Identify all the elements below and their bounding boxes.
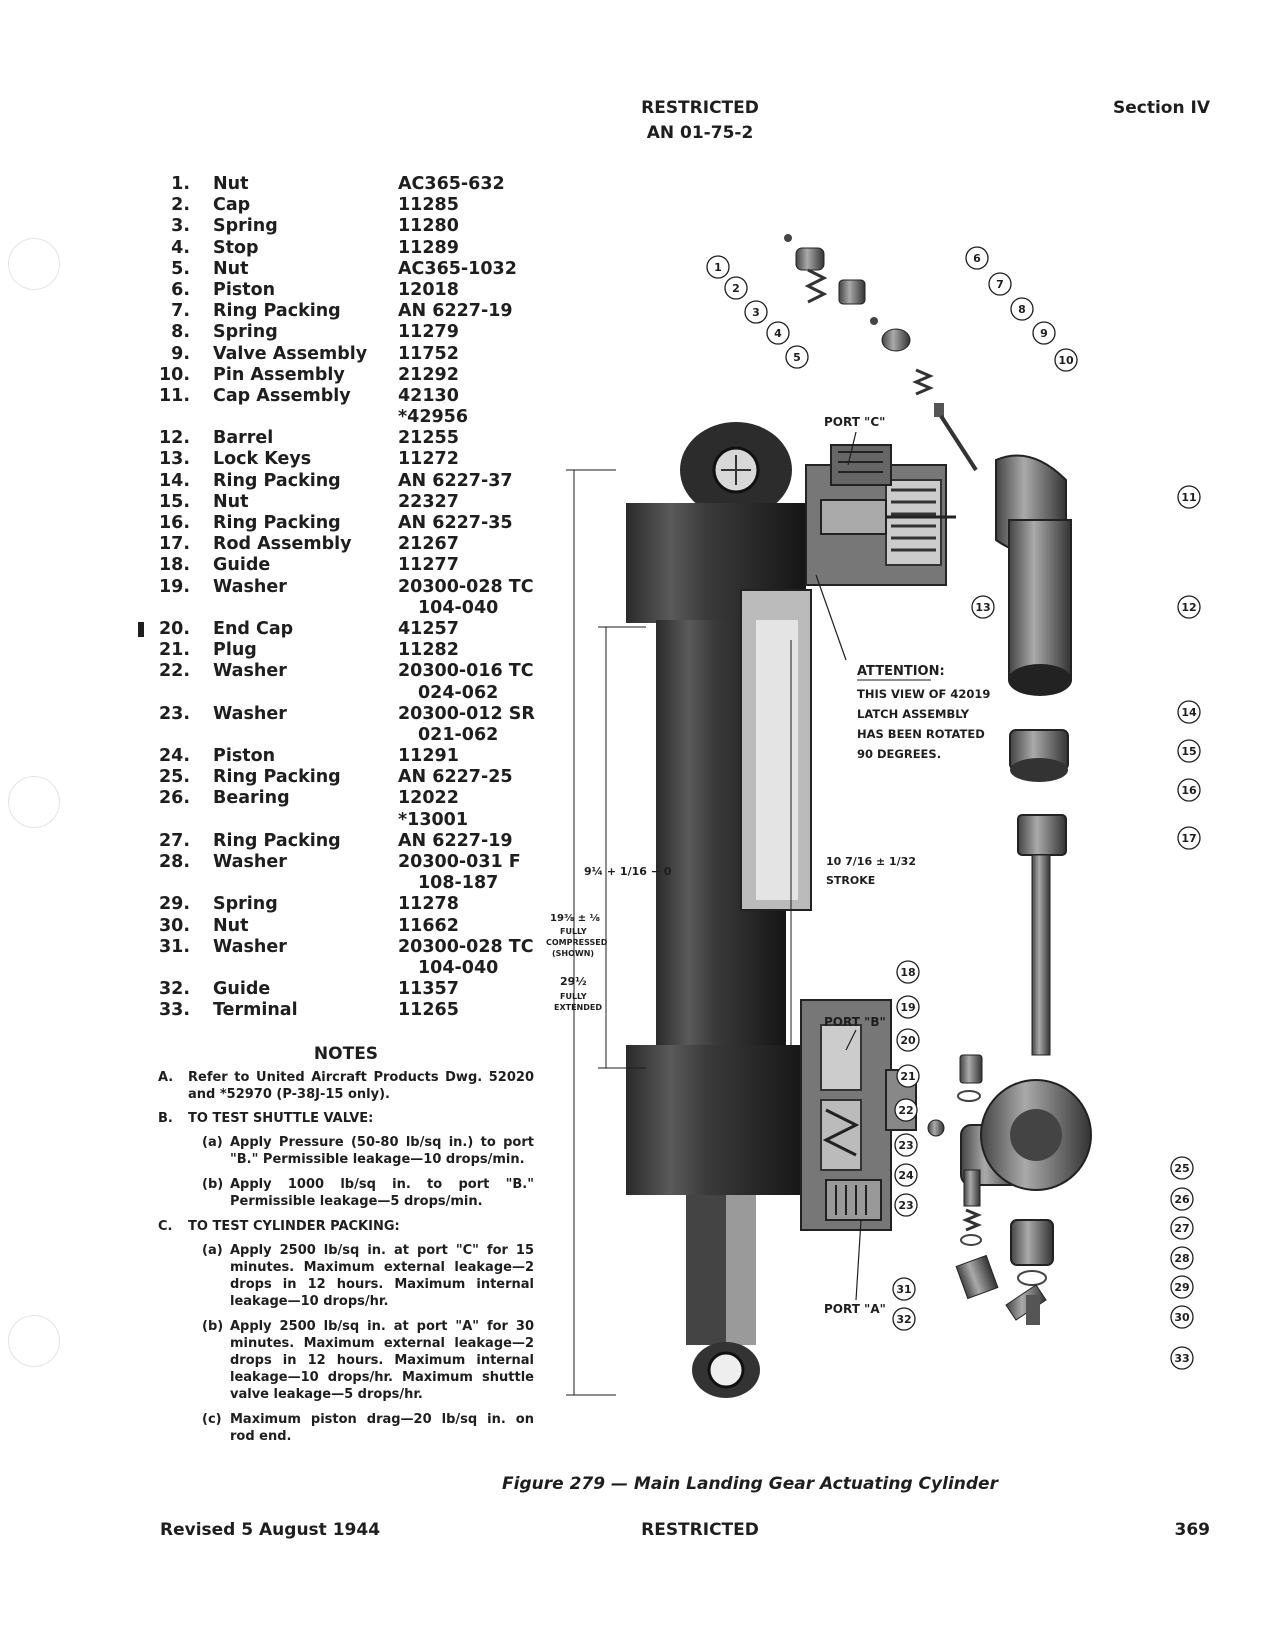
callout-bubble <box>897 1065 919 1087</box>
part-row <box>150 979 550 1000</box>
part-number: 11280 <box>398 216 459 237</box>
header-doc-number: AN 01-75-2 <box>646 123 754 143</box>
callout-number: 28 <box>1174 1252 1190 1265</box>
callout-number: 26 <box>1174 1193 1190 1206</box>
part-row <box>150 894 550 915</box>
part-number-index: 16. <box>158 513 190 533</box>
part-name: Nut <box>213 915 249 936</box>
part-number-alt: 108-187 <box>418 873 499 894</box>
part-number: AN 6227-19 <box>398 301 513 322</box>
part-number-alt: 024-062 <box>418 682 499 703</box>
part-name: Stop <box>213 237 259 258</box>
part-row <box>150 259 550 280</box>
dim-compressed-label-3: (SHOWN) <box>552 949 595 958</box>
sub-letter: (b) <box>202 1177 224 1192</box>
part-number-index: 15. <box>158 491 190 512</box>
part-number: 11285 <box>398 195 459 216</box>
callout-number: 7 <box>996 278 1004 291</box>
part-number: 21292 <box>398 364 459 385</box>
part-row-continued <box>150 873 550 894</box>
callout-bubble <box>972 596 994 618</box>
part-number: 11357 <box>398 979 459 1000</box>
part-row <box>150 852 550 873</box>
part-number-alt: *13001 <box>398 809 469 830</box>
part-name: Guide <box>213 555 271 576</box>
sub-letter: (c) <box>202 1412 222 1427</box>
part-number: AN 6227-25 <box>398 767 513 788</box>
sub-text: Apply Pressure (50-80 lb/sq in.) to port "B." Permissible leakage—10 drops/min. <box>230 1135 534 1167</box>
part-number: 11289 <box>398 237 459 258</box>
callout-number: 32 <box>896 1313 912 1326</box>
part-number-index: 12. <box>158 428 190 449</box>
part-row <box>150 831 550 852</box>
punch-hole-middle <box>8 776 60 828</box>
part-name: Ring Packing <box>213 301 341 322</box>
callout-bubble <box>966 247 988 269</box>
callout-number: 8 <box>1018 303 1026 316</box>
part-number: AN 6227-19 <box>398 830 513 851</box>
part-number-alt: 104-040 <box>418 957 499 978</box>
part-number: 20300-031 F <box>398 852 521 872</box>
part-number-index: 25. <box>158 767 190 788</box>
callout-bubble <box>897 996 919 1018</box>
part-number-alt: 104-040 <box>418 597 499 618</box>
part-name: Washer <box>213 936 287 957</box>
part-row <box>150 767 550 788</box>
notes-title: NOTES <box>313 1044 379 1064</box>
header-classification: RESTRICTED <box>641 98 759 118</box>
callout-number: 1 <box>714 261 722 274</box>
part-name: Ring Packing <box>213 830 341 851</box>
port-a-label: PORT "A" <box>824 1302 886 1316</box>
callout-number: 10 <box>1058 354 1074 367</box>
part-name: Nut <box>213 258 249 279</box>
callout-bubble <box>1178 596 1200 618</box>
callout-bubble <box>897 961 919 983</box>
callout-number: 23 <box>898 1199 914 1212</box>
part-number-index: 27. <box>158 830 190 851</box>
dim-piston: 9¼ + 1/16 − 0 <box>584 865 672 878</box>
callout-number: 31 <box>896 1283 912 1296</box>
callout-bubble <box>1178 779 1200 801</box>
callout-number: 22 <box>898 1104 914 1117</box>
callout-number: 2 <box>732 282 740 295</box>
part-number-index: 18. <box>158 555 190 576</box>
part-number-index: 8. <box>171 322 190 343</box>
part-name: Guide <box>213 979 271 1000</box>
part-number: 20300-028 TC <box>398 576 534 597</box>
part-row <box>150 704 550 725</box>
part-number: 11282 <box>398 640 459 661</box>
callout-bubble <box>707 256 729 278</box>
callout-bubble <box>1171 1217 1193 1239</box>
callout-bubble <box>895 1134 917 1156</box>
header-section: Section IV <box>1113 98 1210 118</box>
part-number-index: 28. <box>158 852 190 872</box>
part-number-index: 3. <box>171 216 190 237</box>
part-row <box>150 577 550 598</box>
callout-bubble <box>989 273 1011 295</box>
dim-compressed-value: 19⅜ ± ⅛ <box>550 913 600 924</box>
part-number: 11277 <box>398 555 459 576</box>
part-number-index: 22. <box>158 661 190 682</box>
callout-bubble <box>895 1164 917 1186</box>
part-number-index: 2. <box>171 195 190 216</box>
part-name: Terminal <box>213 1000 298 1021</box>
part-row <box>150 916 550 937</box>
attention-line-4: 90 DEGREES. <box>857 747 942 761</box>
note-c-b <box>202 1318 534 1403</box>
part-number: 21267 <box>398 534 459 555</box>
part-number-index: 33. <box>158 1000 190 1021</box>
part-number-index: 9. <box>171 343 190 364</box>
callout-number: 3 <box>752 306 760 319</box>
callout-bubble <box>786 346 808 368</box>
callout-number: 18 <box>900 966 916 979</box>
sub-letter: (a) <box>202 1243 223 1258</box>
callout-bubble <box>1055 349 1077 371</box>
cylinder-illustration <box>546 220 1236 1400</box>
callout-number: 15 <box>1181 745 1197 758</box>
port-c-valve-housing <box>806 445 956 585</box>
callout-number: 13 <box>975 601 991 614</box>
part-number-index: 26. <box>158 788 190 809</box>
part-row <box>150 216 550 237</box>
callout-number: 5 <box>793 351 801 364</box>
callout-number: 9 <box>1040 327 1048 340</box>
part-row <box>150 555 550 576</box>
sub-text: Maximum piston drag—20 lb/sq in. on rod end. <box>230 1412 534 1444</box>
callout-bubble <box>1171 1188 1193 1210</box>
callout-bubble <box>745 301 767 323</box>
part-number: 20300-016 TC <box>398 661 534 682</box>
part-name: End Cap <box>213 618 294 639</box>
note-letter: C. <box>158 1219 173 1234</box>
punch-hole-top <box>8 238 60 290</box>
part-name: Cap Assembly <box>213 385 351 406</box>
callout-bubble <box>893 1308 915 1330</box>
dim-extended-value: 29½ <box>560 975 587 988</box>
attention-note <box>816 575 990 761</box>
note-text: TO TEST SHUTTLE VALVE: <box>188 1111 374 1126</box>
callout-number: 23 <box>898 1139 914 1152</box>
part-number-index: 6. <box>171 279 190 300</box>
callout-number: 25 <box>1174 1162 1190 1175</box>
callout-number: 24 <box>898 1169 914 1182</box>
callout-number: 20 <box>900 1034 916 1047</box>
callout-bubble <box>1171 1247 1193 1269</box>
callout-number: 16 <box>1181 784 1197 797</box>
part-number-alt: 021-062 <box>418 724 499 745</box>
callout-bubble <box>1171 1157 1193 1179</box>
part-number-index: 20. <box>158 618 190 639</box>
dim-compressed-label-2: COMPRESSED <box>546 938 608 947</box>
part-name: Piston <box>213 746 276 767</box>
attention-line-1: THIS VIEW OF 42019 <box>857 687 991 701</box>
part-row <box>150 428 550 449</box>
port-c-label: PORT "C" <box>824 415 886 429</box>
part-row-continued <box>150 407 550 428</box>
part-name: Pin Assembly <box>213 364 345 385</box>
part-row <box>150 386 550 407</box>
part-name: Washer <box>213 576 287 597</box>
part-number: 11272 <box>398 449 459 470</box>
sub-text: Apply 1000 lb/sq in. to port "B." Permissible leakage—5 drops/min. <box>230 1177 534 1209</box>
part-row <box>150 1000 550 1021</box>
part-number: AC365-1032 <box>398 258 517 279</box>
part-number: 12022 <box>398 788 459 809</box>
callout-bubble <box>895 1099 917 1121</box>
part-row <box>150 449 550 470</box>
part-number-index: 1. <box>171 174 190 194</box>
part-row <box>150 640 550 661</box>
part-name: Washer <box>213 703 287 724</box>
note-text: Refer to United Aircraft Products Dwg. 52020 and *52970 (P-38J-15 only). <box>188 1070 534 1102</box>
part-row <box>150 937 550 958</box>
part-name: Ring Packing <box>213 470 341 491</box>
port-b-label: PORT "B" <box>824 1015 886 1029</box>
sub-text: Apply 2500 lb/sq in. at port "A" for 30 minutes. Maximum external leakage—2 drops in 12 hours. Maximum internal leakage—10 drops/hr. Maximum shuttle valve leakage—5 drops/hr. <box>230 1319 534 1402</box>
part-row <box>150 471 550 492</box>
attention-line-2: LATCH ASSEMBLY <box>857 707 970 721</box>
part-number: 11752 <box>398 343 459 364</box>
part-row-continued <box>150 598 550 619</box>
callout-number: 21 <box>900 1070 916 1083</box>
part-number-index: 11. <box>158 385 190 406</box>
note-b <box>158 1110 534 1127</box>
part-row <box>150 365 550 386</box>
part-name: Spring <box>213 216 278 237</box>
part-row <box>150 322 550 343</box>
part-number-alt: *42956 <box>398 407 469 428</box>
part-number-index: 7. <box>171 301 190 322</box>
part-number: 12018 <box>398 279 459 300</box>
note-c-a <box>202 1242 534 1310</box>
dim-extended-label-2: EXTENDED <box>554 1003 602 1012</box>
part-name: Spring <box>213 894 278 915</box>
part-name: Lock Keys <box>213 449 312 470</box>
callout-bubble <box>1171 1276 1193 1298</box>
note-a <box>158 1069 534 1103</box>
callout-number: 17 <box>1181 832 1197 845</box>
sub-letter: (b) <box>202 1319 224 1334</box>
callout-number: 4 <box>774 327 782 340</box>
dim-compressed-label-1: FULLY <box>560 927 587 936</box>
callout-bubble <box>1178 740 1200 762</box>
callout-bubble <box>725 277 747 299</box>
part-number: 20300-012 SR <box>398 703 535 724</box>
note-b-a <box>202 1134 534 1168</box>
dim-stroke-label: STROKE <box>826 874 876 887</box>
figure-caption: Figure 279 — Main Landing Gear Actuating Cylinder <box>502 1474 998 1494</box>
part-name: Cap <box>213 195 251 216</box>
part-number-index: 21. <box>158 640 190 661</box>
callout-bubble <box>1178 486 1200 508</box>
part-number: 11278 <box>398 894 459 915</box>
callout-bubble <box>1171 1347 1193 1369</box>
part-number: 21255 <box>398 428 459 449</box>
part-name: Nut <box>213 491 249 512</box>
note-c-c <box>202 1411 534 1445</box>
part-row <box>150 619 550 640</box>
part-number: 41257 <box>398 618 459 639</box>
footer-revised-date: Revised 5 August 1944 <box>160 1520 381 1540</box>
leader-line <box>856 1220 861 1300</box>
part-number: 11279 <box>398 322 459 343</box>
part-number-index: 24. <box>158 746 190 767</box>
revision-change-bar <box>138 622 144 637</box>
part-name: Ring Packing <box>213 513 341 533</box>
part-number: 20300-028 TC <box>398 936 534 957</box>
part-name: Rod Assembly <box>213 534 352 555</box>
note-letter: A. <box>158 1070 174 1085</box>
callout-bubble <box>1011 298 1033 320</box>
part-row-continued <box>150 725 550 746</box>
part-row <box>150 174 550 195</box>
note-c <box>158 1218 534 1235</box>
part-row-continued <box>150 958 550 979</box>
callout-number: 11 <box>1181 491 1197 504</box>
callout-bubble <box>767 322 789 344</box>
part-number: 11291 <box>398 746 459 767</box>
part-number-index: 10. <box>158 364 190 385</box>
callout-bubble <box>897 1029 919 1051</box>
part-number: AN 6227-35 <box>398 513 513 533</box>
part-name: Washer <box>213 661 287 682</box>
part-row <box>150 344 550 365</box>
part-name: Nut <box>213 174 249 194</box>
callout-number: 29 <box>1174 1281 1190 1294</box>
part-number-index: 31. <box>158 936 190 957</box>
part-name: Ring Packing <box>213 767 341 788</box>
part-row <box>150 788 550 809</box>
sub-text: Apply 2500 lb/sq in. at port "C" for 15 minutes. Maximum external leakage—2 drops in 12 hours. Maximum internal leakage—10 drops/hr. <box>230 1243 534 1309</box>
part-row <box>150 534 550 555</box>
part-number: 22327 <box>398 491 459 512</box>
part-row <box>150 492 550 513</box>
punch-hole-bottom <box>8 1315 60 1367</box>
callout-bubble <box>895 1194 917 1216</box>
callout-number: 30 <box>1174 1311 1190 1324</box>
part-number: 11662 <box>398 915 459 936</box>
part-number-index: 13. <box>158 449 190 470</box>
part-name: Plug <box>213 640 257 661</box>
part-row <box>150 195 550 216</box>
part-row <box>150 280 550 301</box>
callout-bubble <box>1033 322 1055 344</box>
part-row <box>150 301 550 322</box>
part-number-index: 17. <box>158 534 190 555</box>
part-row <box>150 238 550 259</box>
page-number: 369 <box>1174 1520 1210 1540</box>
main-cylinder <box>626 422 811 1398</box>
part-number-index: 4. <box>171 237 190 258</box>
callout-number: 6 <box>973 252 981 265</box>
callout-number: 19 <box>900 1001 916 1014</box>
part-number-index: 14. <box>158 470 190 491</box>
callout-bubble <box>1171 1306 1193 1328</box>
part-number-index: 5. <box>171 258 190 279</box>
part-row <box>150 746 550 767</box>
callout-bubble <box>1178 701 1200 723</box>
part-name: Spring <box>213 322 278 343</box>
part-name: Piston <box>213 279 276 300</box>
part-name: Washer <box>213 852 287 872</box>
part-row-continued <box>150 810 550 831</box>
callout-bubble <box>1178 827 1200 849</box>
notes-block <box>158 1046 534 1453</box>
attention-line-3: HAS BEEN ROTATED <box>857 727 985 741</box>
note-text: TO TEST CYLINDER PACKING: <box>188 1219 400 1234</box>
part-number: AN 6227-37 <box>398 470 513 491</box>
parts-list <box>150 174 550 1022</box>
part-number: 42130 <box>398 385 459 406</box>
part-number-index: 19. <box>158 576 190 597</box>
callout-number: 12 <box>1181 601 1197 614</box>
part-row <box>150 661 550 682</box>
callout-number: 14 <box>1181 706 1197 719</box>
part-number-index: 32. <box>158 979 190 1000</box>
dim-extended-label-1: FULLY <box>560 992 587 1001</box>
part-name: Barrel <box>213 428 274 449</box>
part-name: Valve Assembly <box>213 343 368 364</box>
part-row-continued <box>150 683 550 704</box>
callout-number: 27 <box>1174 1222 1190 1235</box>
part-row <box>150 513 550 534</box>
part-number: 11265 <box>398 1000 459 1021</box>
part-number-index: 29. <box>158 894 190 915</box>
callout-number: 33 <box>1174 1352 1190 1365</box>
note-letter: B. <box>158 1111 173 1126</box>
part-number-index: 23. <box>158 703 190 724</box>
dim-stroke-value: 10 7/16 ± 1/32 <box>826 855 916 868</box>
part-number: AC365-632 <box>398 174 505 194</box>
note-b-b <box>202 1176 534 1210</box>
callout-bubble <box>893 1278 915 1300</box>
footer-classification: RESTRICTED <box>641 1520 759 1540</box>
part-number-index: 30. <box>158 915 190 936</box>
part-name: Bearing <box>213 788 290 809</box>
attention-title: ATTENTION: <box>857 664 945 679</box>
sub-letter: (a) <box>202 1135 223 1150</box>
